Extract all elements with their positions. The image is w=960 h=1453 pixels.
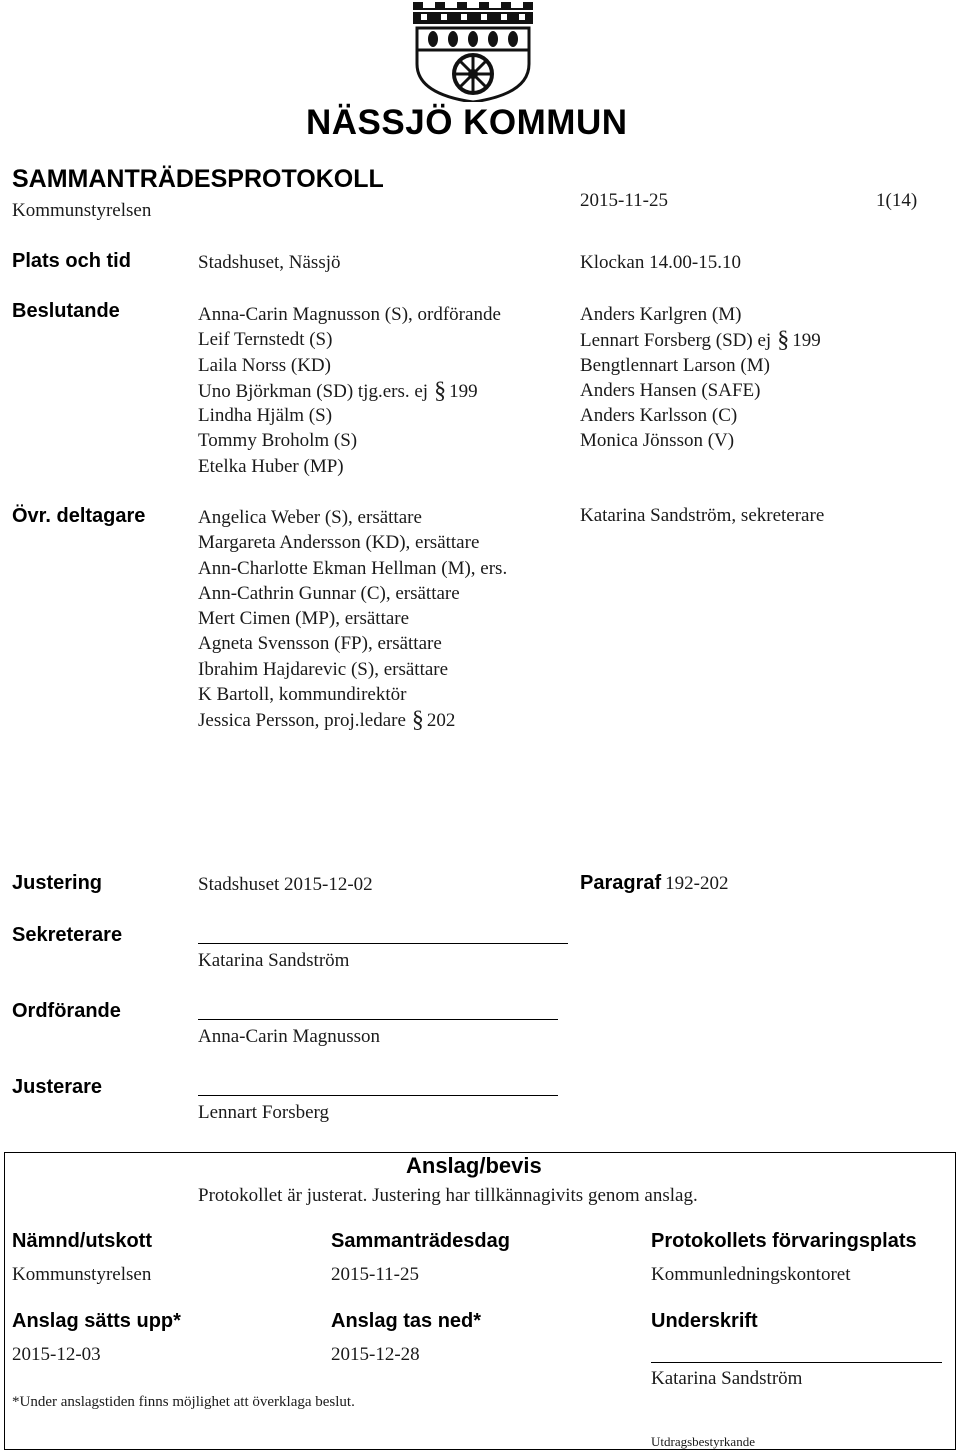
paragraf-row bbox=[580, 872, 728, 895]
list-item: Monica Jönsson (V) bbox=[580, 430, 735, 452]
page-number: 1(14) bbox=[876, 190, 918, 211]
col2-header-2: Anslag tas ned* bbox=[331, 1310, 482, 1332]
col1-header-2: Anslag sätts upp* bbox=[12, 1310, 181, 1332]
list-item: Anna-Carin Magnusson (S), ordförande bbox=[198, 304, 501, 325]
list-item: Bengtlennart Larson (M) bbox=[580, 354, 770, 376]
beslutande-left-list bbox=[198, 302, 501, 479]
paragraph-symbol-icon: § bbox=[411, 707, 424, 734]
list-item bbox=[198, 378, 501, 403]
signature-line bbox=[651, 1362, 942, 1363]
list-item: Mert Cimen (MP), ersättare bbox=[198, 608, 410, 630]
sekreterare-label: Sekreterare bbox=[12, 924, 123, 946]
list-item: K Bartoll, kommundirektör bbox=[198, 684, 407, 706]
col1-value-1: Kommunstyrelsen bbox=[12, 1264, 152, 1285]
list-item: Laila Norss (KD) bbox=[198, 354, 331, 376]
beslutande-right-list bbox=[580, 302, 821, 454]
document-title: SAMMANTRÄDESPROTOKOLL bbox=[12, 165, 384, 193]
ordforande-name: Anna-Carin Magnusson bbox=[198, 1026, 381, 1047]
footnote: *Under anslagstiden finns möjlighet att överklaga beslut. bbox=[12, 1394, 355, 1410]
plats-place: Stadshuset, Nässjö bbox=[198, 252, 341, 273]
list-item: Ann-Cathrin Gunnar (C), ersättare bbox=[198, 582, 460, 604]
ovriga-left-list bbox=[198, 505, 507, 733]
list-item: Tommy Broholm (S) bbox=[198, 430, 358, 452]
list-item: Anders Karlsson (C) bbox=[580, 405, 738, 427]
list-item bbox=[198, 707, 507, 732]
plats-label: Plats och tid bbox=[12, 250, 131, 272]
ordforande-label: Ordförande bbox=[12, 1000, 121, 1022]
col2-value-1: 2015-11-25 bbox=[331, 1264, 419, 1285]
list-item: Margareta Andersson (KD), ersättare bbox=[198, 532, 480, 554]
col3-header-2: Underskrift bbox=[651, 1310, 758, 1332]
list-item-text: Uno Björkman (SD) tjg.ers. ej bbox=[198, 380, 429, 402]
list-item: Lindha Hjälm (S) bbox=[198, 405, 333, 427]
list-item: Anders Karlgren (M) bbox=[580, 304, 742, 325]
col3-value-2: Katarina Sandström bbox=[651, 1368, 803, 1389]
paragraf-value: 192-202 bbox=[665, 873, 729, 894]
list-item: Angelica Weber (S), ersättare bbox=[198, 507, 422, 528]
paragraph-symbol-icon: § bbox=[434, 377, 447, 404]
list-item: Anders Hansen (SAFE) bbox=[580, 379, 761, 401]
list-item: Ann-Charlotte Ekman Hellman (M), ers. bbox=[198, 557, 508, 579]
col1-header-1: Nämnd/utskott bbox=[12, 1230, 152, 1252]
sekreterare-name: Katarina Sandström bbox=[198, 950, 350, 971]
list-item bbox=[580, 327, 821, 352]
col3-value-1: Kommunledningskontoret bbox=[651, 1264, 851, 1285]
signature-line bbox=[198, 1095, 558, 1096]
paragraph-symbol-icon: § bbox=[777, 327, 790, 354]
list-item-text: Jessica Persson, proj.ledare bbox=[198, 710, 406, 732]
signature-line bbox=[198, 943, 568, 944]
justering-value: Stadshuset 2015-12-02 bbox=[198, 874, 373, 895]
meeting-date: 2015-11-25 bbox=[580, 190, 668, 211]
paragraf-label: Paragraf bbox=[580, 872, 662, 894]
ovriga-label: Övr. deltagare bbox=[12, 505, 146, 527]
col3-header-1: Protokollets förvaringsplats bbox=[651, 1230, 917, 1252]
list-item-text: Lennart Forsberg (SD) ej bbox=[580, 330, 772, 352]
justerare-name: Lennart Forsberg bbox=[198, 1102, 330, 1123]
organ-name: Kommunstyrelsen bbox=[12, 200, 152, 221]
justering-label: Justering bbox=[12, 872, 103, 894]
col1-value-2: 2015-12-03 bbox=[12, 1344, 101, 1365]
anslag-text: Protokollet är justerat. Justering har tillkännagivits genom anslag. bbox=[198, 1185, 698, 1206]
signature-line bbox=[198, 1019, 558, 1020]
paragraph-number: 202 bbox=[426, 710, 456, 732]
list-item: Leif Ternstedt (S) bbox=[198, 329, 333, 351]
ovriga-secretary: Katarina Sandström, sekreterare bbox=[580, 505, 825, 526]
justerare-label: Justerare bbox=[12, 1076, 103, 1098]
list-item: Etelka Huber (MP) bbox=[198, 455, 344, 477]
brand-name: NÄSSJÖ KOMMUN bbox=[306, 103, 628, 142]
paragraph-number: 199 bbox=[792, 330, 821, 352]
list-item: Agneta Svensson (FP), ersättare bbox=[198, 633, 442, 655]
col2-value-2: 2015-12-28 bbox=[331, 1344, 420, 1365]
utdragsbestyrkande-label: Utdragsbestyrkande bbox=[651, 1434, 755, 1449]
beslutande-label: Beslutande bbox=[12, 300, 120, 322]
list-item: Ibrahim Hajdarevic (S), ersättare bbox=[198, 658, 449, 680]
paragraph-number: 199 bbox=[449, 380, 478, 402]
coat-of-arms-logo bbox=[411, 2, 541, 107]
anslag-title: Anslag/bevis bbox=[406, 1153, 542, 1178]
plats-time: Klockan 14.00-15.10 bbox=[580, 252, 741, 273]
col2-header-1: Sammanträdesdag bbox=[331, 1230, 510, 1252]
